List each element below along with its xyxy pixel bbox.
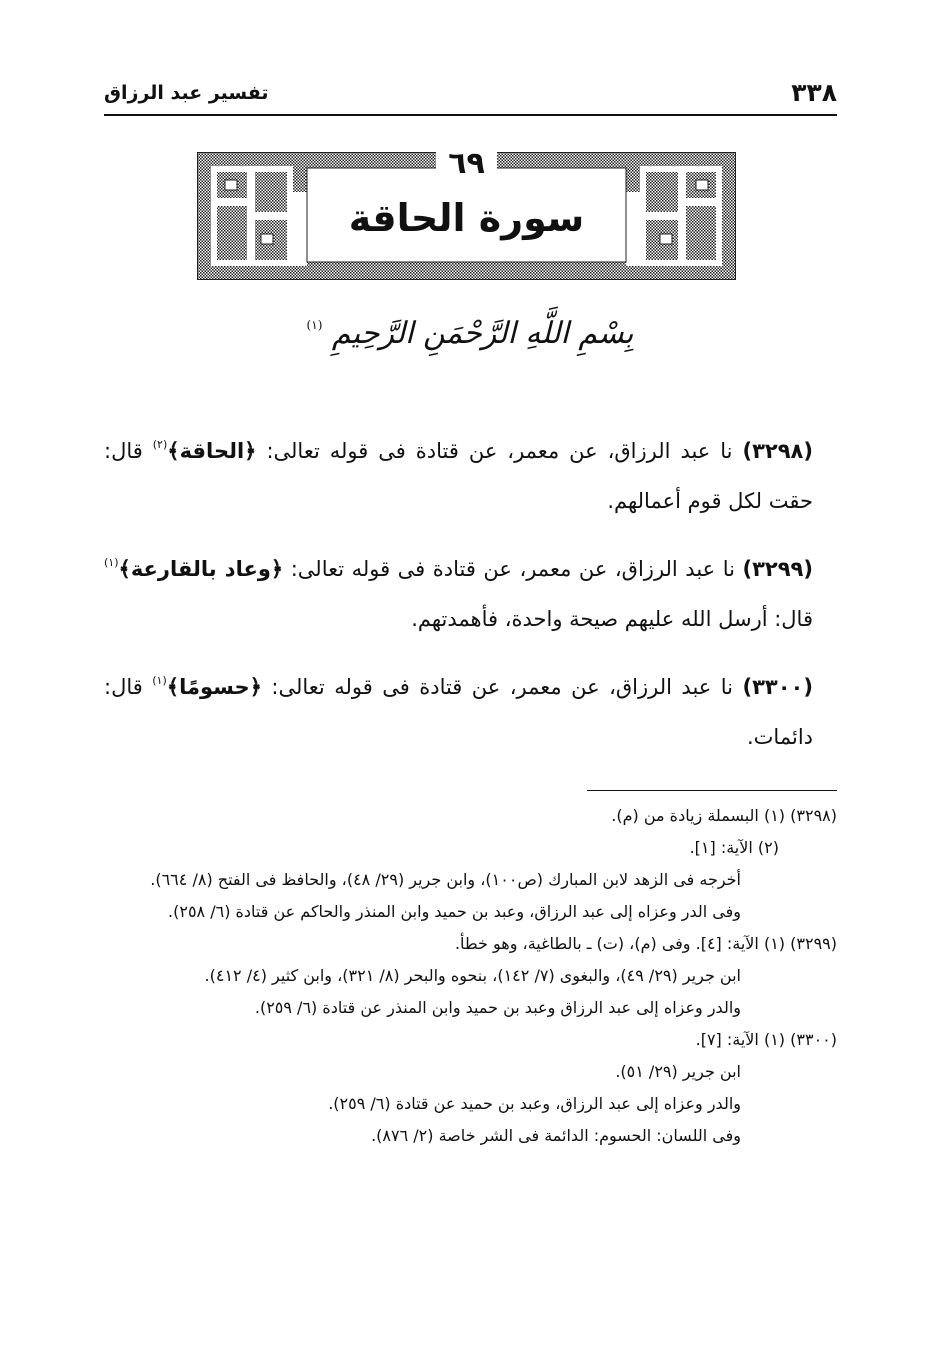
surah-title-frame [197,146,736,280]
basmala-footnote-ref: (١) [306,318,323,332]
footnote-line: وفى الدر وعزاه إلى عبد الرزاق، وعبد بن حميد وابن المنذر والحاكم عن قتادة (٦/ ٢٥٨). [168,902,741,921]
entry-lead: نا عبد الرزاق، عن معمر، عن قتادة فى قوله تعالى: [290,557,735,581]
running-header [104,78,837,116]
entry-commentary: قال: أرسل الله عليهم صيحة واحدة، فأهمدتهم. [411,607,813,631]
footnotes [104,800,837,1152]
entry-number: (٣٢٩٨) [742,439,813,463]
entry-lead: نا عبد الرزاق، عن معمر، عن قتادة فى قوله تعالى: [266,439,733,463]
footnote-line: والدر وعزاه إلى عبد الرزاق وعبد بن حميد وابن المنذر عن قتادة (٦/ ٢٥٩). [254,998,741,1017]
entry-number: (٣٣٠٠) [742,675,813,699]
entry-number: (٣٢٩٩) [742,557,813,581]
quran-quote: ﴿وعاد بالقارعة﴾ [118,557,284,581]
footnote-line: ابن جرير (٢٩/ ٥١). [615,1062,741,1081]
entry-lead: نا عبد الرزاق، عن معمر، عن قتادة فى قوله تعالى: [271,675,734,699]
entry-3300 [104,656,837,762]
entry-3298 [104,420,837,526]
quran-quote: ﴿الحاقة﴾ [167,439,257,463]
footnote-line: أخرجه فى الزهد لابن المبارك (ص١٠٠)، وابن جرير (٢٩/ ٤٨)، والحافظ فى الفتح (٨/ ٦٦٤). [150,870,741,889]
entry-3299 [104,538,837,644]
main-text [104,420,837,774]
entry-commentary: قال: حقت لكل قوم أعمالهم. [104,439,813,513]
footnote-line: وفى اللسان: الحسوم: الدائمة فى الشر خاصة (٢/ ٨٧٦). [371,1126,741,1145]
surah-title: سورة الحاقة [348,196,585,240]
basmala [300,316,640,376]
footnote-line: ابن جرير (٢٩/ ٤٩)، والبغوى (٧/ ١٤٢)، بنحوه والبحر (٨/ ٣٢١)، وابن كثير (٤/ ٤١٢). [204,966,741,985]
footnote-line: (٣٣٠٠) (١) الآية: [٧]. [695,1030,837,1049]
footnote-ref: (١) [104,556,119,569]
book-title: تفسير عبد الرزاق [104,82,269,104]
footnote-ref: (١) [152,674,167,687]
entry-commentary: قال: دائمات. [104,675,813,749]
footnote-line: والدر وعزاه إلى عبد الرزاق، وعبد بن حميد عن قتادة (٦/ ٢٥٩). [328,1094,741,1113]
surah-number: ٦٩ [197,146,736,181]
basmala-text: بِسْمِ اللَّهِ الرَّحْمَنِ الرَّحِيمِ [331,316,634,351]
quran-quote: ﴿حسومًا﴾ [166,675,262,699]
footnote-ref: (٢) [152,438,168,451]
footnote-line: (٢) الآية: [١]. [689,838,779,857]
footnote-line: (٣٢٩٩) (١) الآية: [٤]. وفى (م)، (ت) ـ بالطاغية، وهو خطأ. [454,934,837,953]
footnote-divider [587,790,837,791]
footnote-line: (٣٢٩٨) (١) البسملة زيادة من (م). [611,806,837,825]
page-number: ٣٣٨ [791,78,837,107]
